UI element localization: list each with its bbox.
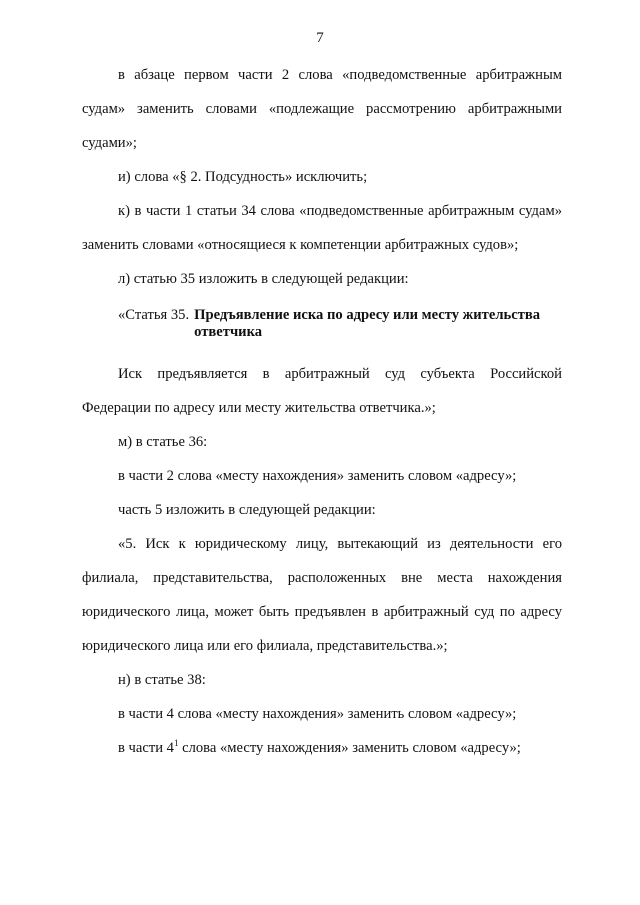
paragraph-part-5-text: «5. Иск к юридическому лицу, вытекающий из деятельности его филиала, представительства, расположенных вне места нахождения юридического лица, может быть предъявлен в арбитражный суд по адресу юридического лица или его филиала, представительства.»; — [82, 536, 562, 654]
paragraph-absatz-part-2: в абзаце первом части 2 слова «подведомственные арбитражным судам» заменить словами «подлежащие рассмотрению арбитражными судами»; — [82, 67, 562, 151]
article-number: «Статья 35. — [118, 307, 190, 323]
part-4-1-suffix: слова «месту нахождения» заменить словом «адресу»; — [178, 740, 521, 756]
page-number: 7 — [316, 30, 324, 46]
paragraph-article-38-part-4-1 — [82, 731, 562, 765]
part-4-1-prefix: в части 4 — [118, 740, 174, 756]
paragraph-article-36-part-5: часть 5 изложить в следующей редакции: — [118, 502, 376, 518]
superscript-1: 1 — [173, 738, 179, 749]
paragraph-item-i: и) слова «§ 2. Подсудность» исключить; — [118, 169, 368, 185]
paragraph-item-k: к) в части 1 статьи 34 слова «подведомственные арбитражным судам» заменить словами «относящиеся к компетенции арбитражных судов»; — [82, 203, 562, 253]
article-title: Предъявление иска по адресу или месту жительства ответчика — [194, 307, 541, 340]
paragraph-item-l: л) статью 35 изложить в следующей редакции: — [118, 271, 409, 287]
paragraph-item-n: н) в статье 38: — [118, 672, 206, 688]
paragraph-article-38-part-4: в части 4 слова «месту нахождения» заменить словом «адресу»; — [118, 706, 517, 722]
article-35-heading — [82, 307, 562, 341]
paragraph-item-m: м) в статье 36: — [118, 434, 208, 450]
paragraph-article-35-text: Иск предъявляется в арбитражный суд субъекта Российской Федерации по адресу или месту жительства ответчика.»; — [82, 366, 562, 416]
document-body — [82, 58, 562, 765]
paragraph-article-36-part-2: в части 2 слова «месту нахождения» заменить словом «адресу»; — [118, 468, 517, 484]
